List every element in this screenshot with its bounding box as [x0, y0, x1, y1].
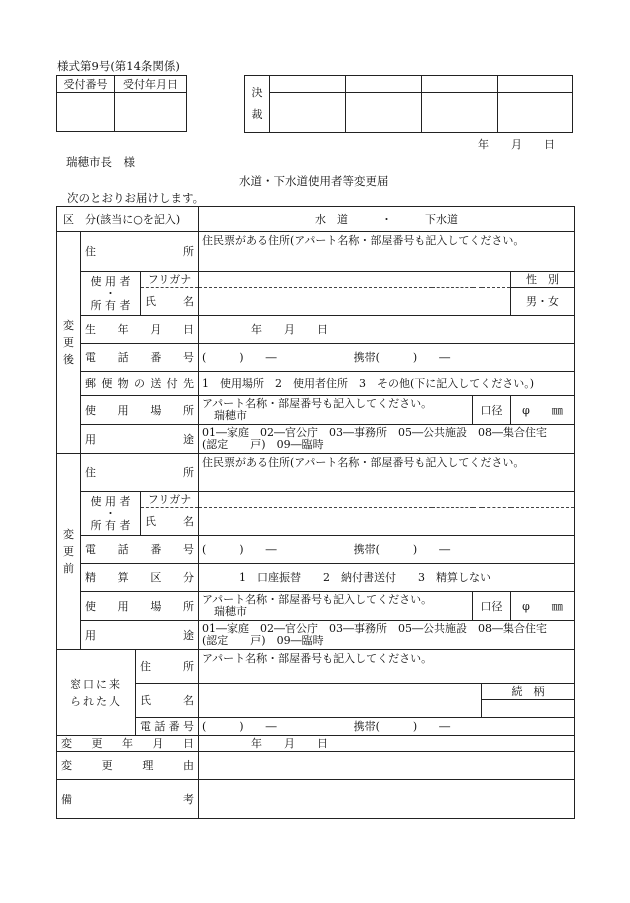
after-address-field[interactable]: 住民票がある住所(アパート名称・部屋番号も記入してください。: [199, 232, 575, 272]
approval-cell[interactable]: [346, 76, 422, 93]
change-reason-field[interactable]: [199, 752, 575, 780]
approval-box: [244, 75, 573, 133]
after-location-label: 使 用 場 所: [81, 396, 199, 425]
approval-stamp-cell[interactable]: [422, 93, 498, 133]
date-line: 年 月 日: [478, 138, 555, 151]
before-address-label: 住 所: [81, 454, 199, 492]
mail-destination-label: 郵便物の送付先: [81, 372, 199, 396]
mail-destination-field[interactable]: 1 使用場所 2 使用者住所 3 その他(下に記入してください。): [199, 372, 575, 396]
approval-char-1: 決: [251, 86, 263, 99]
before-location-label: 使 用 場 所: [81, 592, 199, 621]
before-label: 変 更 前: [57, 454, 81, 650]
approval-stamp-cell[interactable]: [270, 93, 346, 133]
before-diameter-label: 口径: [473, 592, 511, 621]
before-phone-label: 電 話 番 号: [81, 536, 199, 564]
before-usage-line-2: (認定 戸) 09―臨時: [202, 634, 324, 647]
receipt-date-field[interactable]: [115, 93, 187, 132]
after-name-field[interactable]: [199, 288, 511, 316]
category-value[interactable]: 水 道 ・ 下水道: [199, 207, 575, 232]
before-location-field[interactable]: [199, 592, 473, 621]
lead-text: 次のとおりお届けします。: [67, 191, 205, 205]
visitor-address-field[interactable]: アパート名称・部屋番号も記入してください。: [199, 650, 575, 684]
before-furigana-field[interactable]: [199, 492, 575, 508]
approval-cell[interactable]: [270, 76, 346, 93]
relation-field[interactable]: [482, 700, 575, 718]
visitor-label: 窓口に来 られた人: [57, 650, 136, 736]
approval-stamp-cell[interactable]: [346, 93, 422, 133]
after-usage-line-1: 01―家庭 02―官公庁 03―事務所 05―公共施設 08―集合住宅: [202, 426, 547, 439]
after-name-label: 氏 名: [141, 288, 199, 316]
before-name-field[interactable]: [199, 508, 575, 536]
before-name-label: 氏 名: [141, 508, 199, 536]
approval-char-2: 裁: [251, 108, 263, 121]
before-diameter-field[interactable]: φ ㎜: [511, 592, 575, 621]
before-location-city: 瑞穂市: [214, 605, 247, 618]
after-location-note: アパート名称・部屋番号も記入してください。: [202, 397, 433, 410]
after-location-field[interactable]: [199, 396, 473, 425]
before-furigana-label: フリガナ: [141, 492, 199, 508]
billing-label: 精 算 区 分: [81, 564, 199, 592]
after-address-label: 住 所: [81, 232, 199, 272]
addressee: 瑞穂市長 様: [66, 155, 135, 169]
after-furigana-label: フリガナ: [141, 272, 199, 288]
after-diameter-label: 口径: [473, 396, 511, 425]
after-furigana-field[interactable]: [199, 272, 511, 288]
birthdate-label: 生 年 月 日: [81, 316, 199, 344]
before-usage-line-1: 01―家庭 02―官公庁 03―事務所 05―公共施設 08―集合住宅: [202, 622, 547, 635]
visitor-name-field[interactable]: [199, 684, 482, 718]
remarks-field[interactable]: [199, 780, 575, 819]
before-user-owner-label: 使 用 者 ・ 所 有 者: [81, 492, 141, 536]
change-date-field[interactable]: 年 月 日: [199, 736, 575, 752]
after-usage-field[interactable]: [199, 425, 575, 454]
before-phone-field[interactable]: ( ) ― 携帯( ) ―: [199, 536, 575, 564]
visitor-phone-label: 電話番号: [136, 718, 199, 736]
main-form: [56, 206, 575, 819]
after-phone-label: 電 話 番 号: [81, 344, 199, 372]
before-address-field[interactable]: 住民票がある住所(アパート名称・部屋番号も記入してください。: [199, 454, 575, 492]
birthdate-field[interactable]: 年 月 日: [199, 316, 575, 344]
after-user-owner-label: 使 用 者 ・ 所 有 者: [81, 272, 141, 316]
after-usage-label: 用 途: [81, 425, 199, 454]
gender-value[interactable]: 男・女: [511, 288, 575, 316]
receipt-date-label: 受付年月日: [115, 76, 187, 93]
approval-cell[interactable]: [422, 76, 498, 93]
after-location-city: 瑞穂市: [214, 409, 247, 422]
before-usage-field[interactable]: [199, 621, 575, 650]
approval-label: [245, 76, 270, 133]
form-number: 様式第9号(第14条関係): [57, 59, 180, 73]
form-title: 水道・下水道使用者等変更届: [239, 174, 389, 188]
visitor-address-label: 住 所: [136, 650, 199, 684]
visitor-name-label: 氏 名: [136, 684, 199, 718]
change-reason-label: 変 更 理 由: [57, 752, 199, 780]
before-location-note: アパート名称・部屋番号も記入してください。: [202, 593, 433, 606]
receipt-number-field[interactable]: [57, 93, 115, 132]
approval-cell[interactable]: [498, 76, 573, 93]
after-label: 変 更 後: [57, 232, 81, 454]
after-phone-field[interactable]: ( ) ― 携帯( ) ―: [199, 344, 575, 372]
billing-field[interactable]: 1 口座振替 2 納付書送付 3 精算しない: [199, 564, 575, 592]
receipt-box: [56, 75, 187, 132]
remarks-label: 備 考: [57, 780, 199, 819]
approval-stamp-cell[interactable]: [498, 93, 573, 133]
relation-label: 続 柄: [482, 684, 575, 700]
before-usage-label: 用 途: [81, 621, 199, 650]
after-diameter-field[interactable]: φ ㎜: [511, 396, 575, 425]
change-date-label: 変 更 年 月 日: [57, 736, 199, 752]
gender-label: 性 別: [511, 272, 575, 288]
after-usage-line-2: (認定 戸) 09―臨時: [202, 438, 324, 451]
category-label: 区 分(該当に○を記入): [57, 207, 199, 232]
receipt-number-label: 受付番号: [57, 76, 115, 93]
visitor-phone-field[interactable]: ( ) ― 携帯( ) ―: [199, 718, 575, 736]
